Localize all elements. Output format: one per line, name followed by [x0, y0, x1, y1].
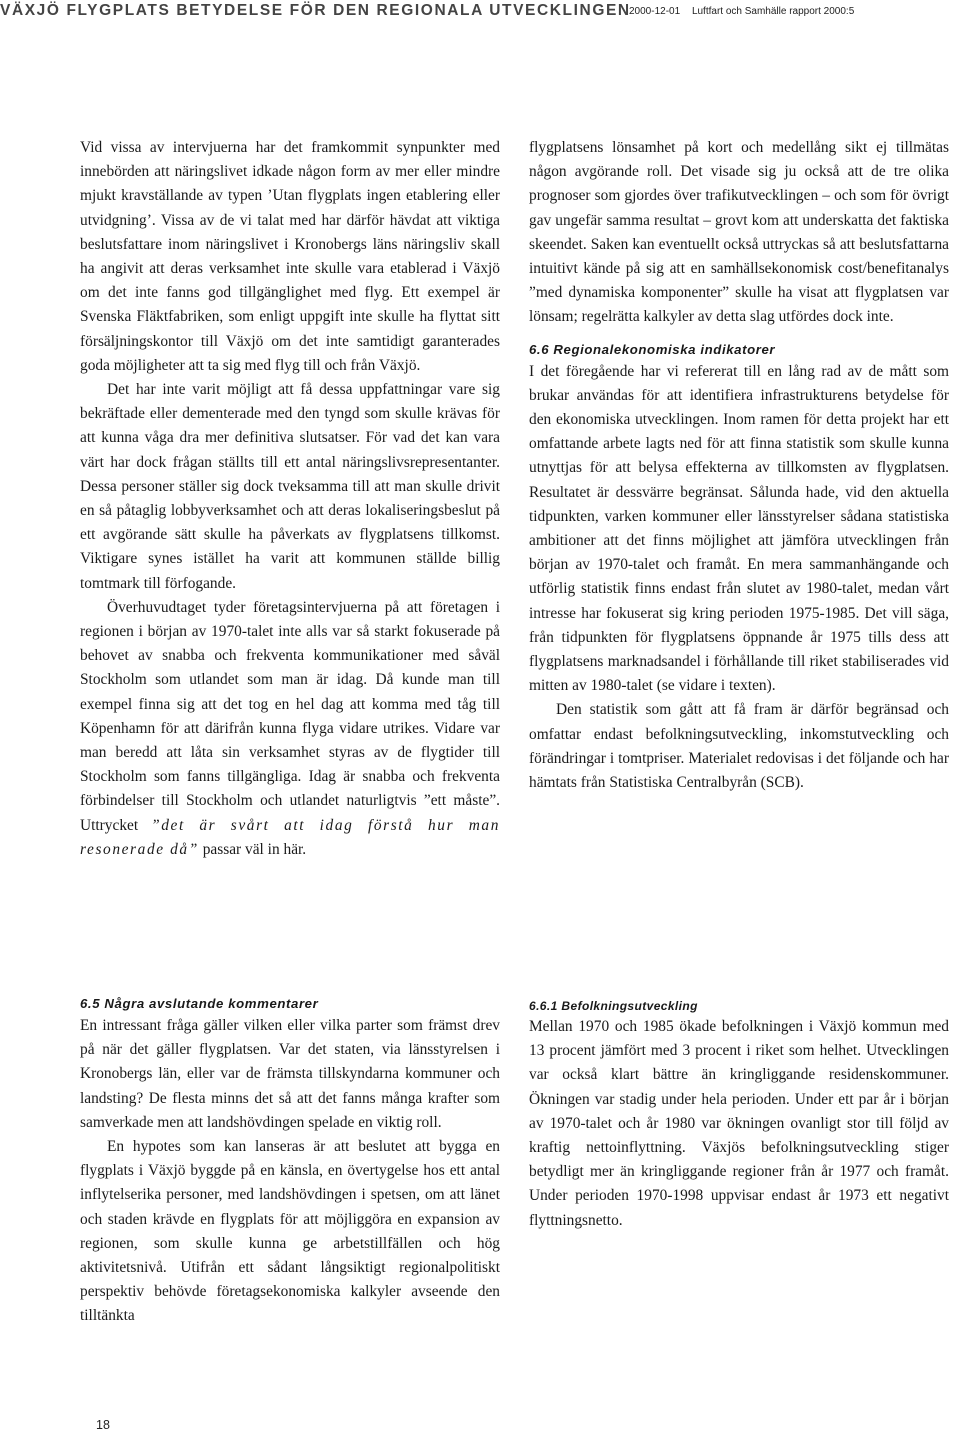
- paragraph-text: Överhuvudtaget tyder företagsintervjuerna på att företagen i regionen i början av 1970-talet inte alls var så starkt fokuserade på behovet av snabba och frekventa kommunikationer med såväl Stockholm som utlandet som man är idag. Då kunde man till exempel finna sig att det tog en hel dag att komma med tåg till Köpenhamn för att därifrån kunna flyga vidare utrikes. Vidare var man beredd att låta sin verksamhet styras av de flygtider till Stockholm som fanns tillgängliga. Idag är snabba och frekventa förbindelser till Stockholm och utlandet naturligtvis ”ett måste”. Uttrycket: [80, 598, 500, 834]
- paragraph: Vid vissa av intervjuerna har det framkommit synpunkter med innebörden att näringslivet idkade någon form av mer eller mindre mjukt kravställande av typen ’Utan flygplats ingen etablering eller utvidgning’. Vissa av de vi talat med har därför hävdat att viktiga beslutsfattare inom näringslivet i Kronobergs läns näringsliv skall ha angivit att deras verksamhet inte skulle vara etablerad i Växjö om det inte fanns god tillgänglighet med flyg. Ett exempel är Svenska Fläktfabriken, som enligt uppgift inte skulle ha flyttat sitt försäljningskontor till Växjö om det inte samtidigt garanterades goda möjligheter att ta sig med flyg till och från Växjö.: [80, 139, 500, 374]
- paragraph: En hypotes som kan lanseras är att beslutet att bygga en flygplats i Växjö byggde på en känsla, en övertygelse hos ett antal inflytelserika personer, med landshövdingen i spetsen, om att länet och staden krävde en flygplats för att möjliggöra en expansion av regionen, som skulle kunna ge arbetstillfällen och hög aktivitetsnivå. Utifrån ett sådant långsiktigt regionalpolitiskt perspektiv behövde företagsekonomiska kalkyler avseende den tilltänkta: [80, 1138, 500, 1325]
- page-number: 18: [96, 1418, 110, 1432]
- left-column-top: [80, 136, 500, 862]
- report-title: VÄXJÖ FLYGPLATS BETYDELSE FÖR DEN REGIONALA UTVECKLINGEN: [0, 2, 631, 19]
- report-meta: [629, 6, 863, 17]
- right-column-top: [529, 136, 949, 795]
- section-heading: 6.5 Några avslutande kommentarer: [80, 996, 319, 1011]
- paragraph: Mellan 1970 och 1985 ökade befolkningen i Växjö kommun med 13 procent jämfört med 3 procent i riket som helhet. Utvecklingen var också klart bättre än kringliggande residenskommuner. Ökningen var stadig under hela perioden. Under ett par år i början av 1970-talet och år 1980 var ökningen ovanligt stor till följd av kraftig nettoinflyttning. Växjös befolkningsutveckling stiger betydligt mer än kringliggande regioner från år 1977 och framåt. Under perioden 1970-1998 uppvisar endast år 1973 ett negativt flyttningsnetto.: [529, 1018, 949, 1229]
- page-header: [0, 0, 960, 26]
- subsection-heading: 6.6.1 Befolkningsutveckling: [529, 999, 698, 1013]
- left-column-bottom: [80, 994, 500, 1329]
- paragraph-text: passar väl in här.: [198, 840, 307, 858]
- report-series: Luftfart och Samhälle rapport 2000:5: [691, 6, 855, 17]
- paragraph: Det har inte varit möjligt att få dessa uppfattningar vare sig bekräftade eller dementerade med den tyngd som skulle krävas för att kunna våga dra mer definitiva slutsatser. För vad det kan vara värt har dock frågan ställts till ett antal näringslivsrepresentanter. Dessa personer ställer sig dock tveksamma till att man skulle drivit en så påtaglig lobbyverksamhet och att deras lokaliseringsbeslut på ett avgörande sätt skulle ha påverkats av flygplatsens tillkomst. Viktigare synes istället ha varit att kommunen ställde billig tomtmark till förfogande.: [80, 381, 500, 592]
- quote-text: ”det är svårt att idag förstå hur man resonerade då”: [80, 816, 501, 858]
- report-date: 2000-12-01: [629, 6, 681, 17]
- section-heading: 6.6 Regionalekonomiska indikatorer: [529, 341, 776, 357]
- paragraph: [80, 596, 500, 862]
- paragraph: flygplatsens lönsamhet på kort och medellång sikt ej tillmätas någon avgörande roll. Det visade sig ju också att de tre olika prognoser som gjordes över trafikutvecklingen – och som för övrigt gav ungefär samma resultat – grovt kom att underskatta det faktiska skeendet. Saken kan eventuellt också uttryckas så att beslutsfattarna intuitivt kände på sig att en samhällsekonomisk cost/benefitanalys ”med dynamiska komponenter” skulle ha visat att flygplatsen var lönsam; regelrätta kalkyler av detta slag utfördes dock inte.: [529, 139, 949, 326]
- right-column-bottom: [529, 997, 949, 1233]
- paragraph: Den statistik som gått att få fram är därför begränsad och omfattar endast befolkningsutveckling, inkomstutveckling och förändringar i tomtpriser. Materialet redovisas i det följande och har hämtats från Statistiska Centralbyrån (SCB).: [529, 701, 949, 792]
- paragraph: I det föregående har vi refererat till en lång rad av de mått som brukar användas för att identifiera infrastrukturens betydelse för den ekonomiska utvecklingen. Inom ramen för detta projekt har ett omfattande arbete lagts ned för att finna statistik som skulle kunna utnyttjas för att belysa effekterna av tillkomsten av flygplatsen. Resultatet är dessvärre begränsat. Sålunda hade, vid den aktuella tidpunkten, varken kommuner eller länsstyrelser sådana statistiska ambitioner att det finns möjlighet att jämföra utvecklingen från början av 1970-talet och framåt. En mera sammanhängande och utförlig statistik finns endast från slutet av 1980-talet, medan vårt intresse har fokuserat sig kring perioden 1975-1985. Det vill säga, från tidpunkten för flygplatsens öppnande år 1975 tills dess att flygplatsens marknadsandel i förhållande till riket stabiliserades vid mitten av 1980-talet (se vidare i texten).: [529, 362, 949, 695]
- paragraph: En intressant fråga gäller vilken eller vilka parter som främst drev på när det gäller flygplatsen. Var det staten, via länsstyrelsen i Kronobergs län, eller var de främsta tillskyndarna kommuner och landsting? De flesta minns det så att det fanns många krafter som samverkade men att landshövdingen spelade en viktig roll.: [80, 1017, 500, 1131]
